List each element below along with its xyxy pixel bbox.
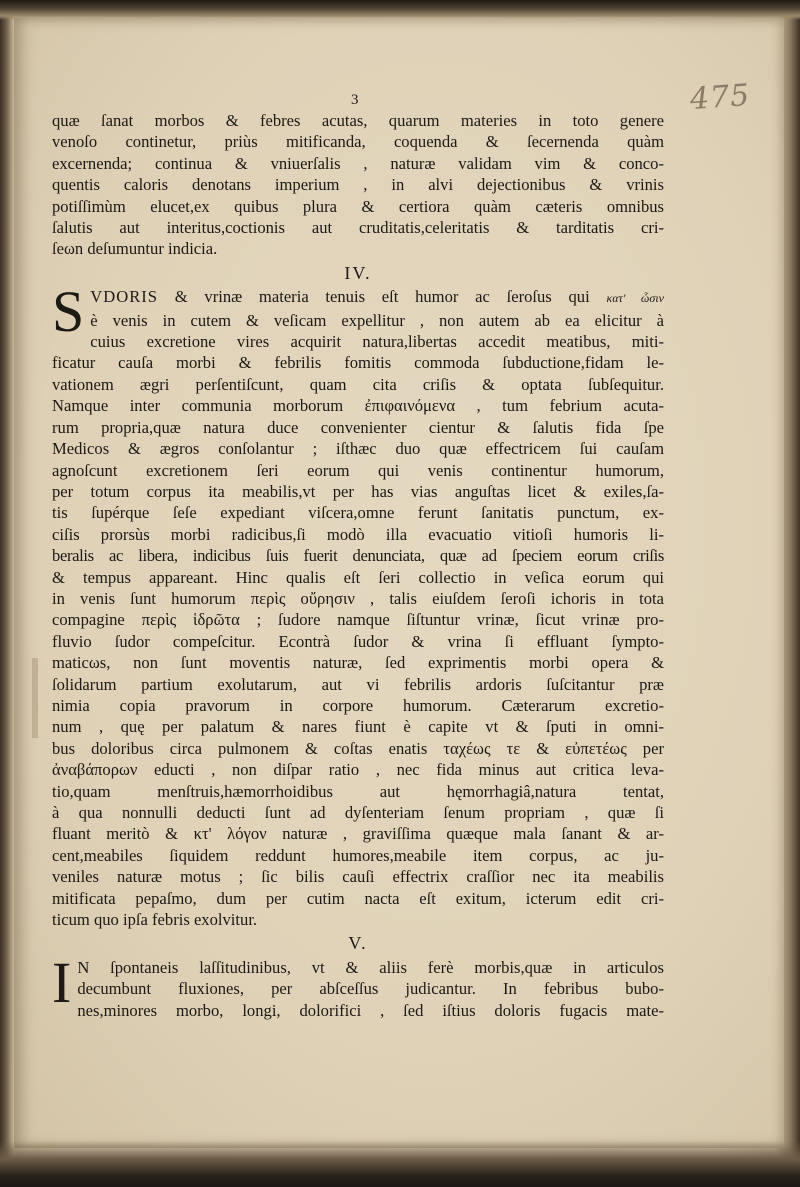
text-line: nimia copia pravorum in corpore humorum. Cæterarum excretio-	[52, 695, 664, 715]
text-line: à qua nonnulli deducti ſunt ad dyſenteriam ſenum propriam , quæ ſi	[52, 803, 664, 822]
folio-number-handwritten: 475	[688, 77, 752, 118]
text-line: ciſis prorsùs morbi radicibus,ſi modò illa evacuatio vitioſi humoris li-	[52, 524, 664, 544]
book-top-edge	[0, 0, 800, 20]
section-heading-iv: IV.	[344, 262, 372, 283]
drop-cap-s: S	[52, 279, 85, 345]
text-line: cent,meabiles ſiquidem reddunt humores,meabile item corpus, ac ju-	[52, 845, 664, 865]
text-line: quentis caloris denotans imperium , in alvi dejectionibus & vrinis	[52, 175, 664, 195]
text-line: vationem ægri perſentiſcunt, quam cita criſis & optata ſubſequitur.	[52, 374, 664, 394]
text-line: decumbunt fluxiones, per abſceſſus judicantur. In febribus bubo-	[77, 979, 664, 999]
text-line: nes,minores morbo, longi, dolorifici , ſed iſtius doloris fugacis mate-	[77, 1000, 664, 1020]
text-line: ficatur cauſa morbi & febrilis fomitis commoda ſubductione,fidam le-	[52, 353, 664, 373]
book-page	[14, 18, 784, 1148]
text-line: tis ſupérque ſeſe expediant viſcera,omne ferunt ſanitatis punctum, ex-	[52, 503, 664, 523]
text-line: agnoſcunt excretionem ſeri eorum qui venis continentur humorum,	[52, 460, 664, 480]
text-line: ſeωn deſumuntur indicia.	[52, 239, 218, 259]
text-line: venoſo continetur, priùs mitificanda, coquenda & ſecernenda quàm	[52, 132, 664, 152]
text-line: quæ ſanat morbos & febres acutas, quarum materies in toto genere	[52, 111, 664, 130]
text-line: è venis in cutem & veſicam expellitur , non autem ab ea elicitur à	[90, 310, 664, 330]
text-line: beralis ac libera, indicibus ſuis fuerit denunciata, quæ ad ſpeciem eorum criſis	[52, 546, 664, 566]
drop-cap-i: I	[52, 949, 72, 1015]
text-line: maticωs, non ſunt moventis naturæ, ſed exprimentis morbi opera &	[52, 653, 664, 673]
text-line: per totum corpus ita meabilis,vt per has vias anguſtas licet & exiles,ſa-	[52, 481, 664, 501]
greek-phrase: κατ' ὦσιν	[606, 291, 664, 306]
page-number: 3	[351, 92, 359, 108]
text-line: num , quę per palatum & nares fiunt è capite vt & ſputi in omni-	[52, 717, 664, 737]
text-line: Namque inter communia morborum ἐπιφαινόμενα , tum febrium acuta-	[52, 396, 664, 416]
line-rest: & vrinæ materia tenuis eſt humor ac ſeroſus qui	[158, 287, 607, 307]
text-line: mitificata pepaſmo, dum per cutim nacta eſt exitum, icterum edit cri-	[52, 888, 664, 908]
text-line: bus doloribus circa pulmonem & coſtas enatis ταχέως τε & εὐπετέως per	[52, 738, 664, 758]
section-heading-v: V.	[348, 933, 368, 954]
body-text	[52, 110, 664, 1021]
text-line	[52, 286, 664, 309]
text-line: compagine περὶς ἱδρῶτα ; ſudore namque ſiſtuntur vrinæ, ſicut vrinæ pro-	[52, 610, 664, 630]
text-line: fluvio ſudor compeſcitur. Econtrà ſudor & vrina ſi effluant ſympto-	[52, 631, 664, 651]
text-line: Medicos & ægros conſolantur ; iſthæc duo quæ effectricem ſui cauſam	[52, 439, 664, 459]
text-line: veniles naturæ motus ; ſic bilis cauſi effectrix craſſior nec ita meabilis	[52, 867, 664, 887]
text-line: N ſpontaneis laſſitudinibus, vt & aliis ferè morbis,quæ in articulos	[77, 957, 664, 977]
text-line: ticum quo ipſa febris exolvitur.	[52, 910, 258, 930]
text-line: ſalutis aut interitus,coctionis aut cruditatis,celeritatis & tarditatis cri-	[52, 218, 664, 238]
text-line: cuius excretione vires acquirit natura,libertas accedit meatibus, miti-	[90, 332, 664, 352]
text-line: ſolidarum partium exolutarum, aut vi febrilis ardoris ſuſcitantur præ	[52, 674, 664, 694]
text-line: ἀναβάπορων educti , non diſpar ratio , nec fida minus aut critica leva-	[52, 760, 664, 780]
first-word: VDORIS	[90, 287, 159, 307]
text-line: fluant meritò & κτ' λόγον naturæ , graviſſima quæque mala ſanant & ar-	[52, 824, 664, 844]
text-line: & tempus appareant. Hinc qualis eſt ſeri collectio in veſica eorum qui	[52, 567, 664, 587]
book-bottom-edge	[0, 1141, 800, 1187]
text-line: rum propria,quæ natura duce convenienter cientur & ſalutis fida ſpe	[52, 417, 664, 437]
text-line: potiſſimùm elucet,ex quibus plura & certiora quàm cæteris omnibus	[52, 196, 664, 216]
text-line: tio,quam menſtruis,hæmorrhoidibus aut hęmorrhagiâ,natura tentat,	[52, 781, 664, 801]
text-line: in venis ſunt humorum περὶς οὔρησιν , talis eiuſdem ſeroſi ichoris in tota	[52, 588, 664, 608]
text-line: excernenda; continua & vniuerſalis , naturæ validam vim & conco-	[52, 153, 664, 173]
page-stain	[32, 658, 38, 738]
